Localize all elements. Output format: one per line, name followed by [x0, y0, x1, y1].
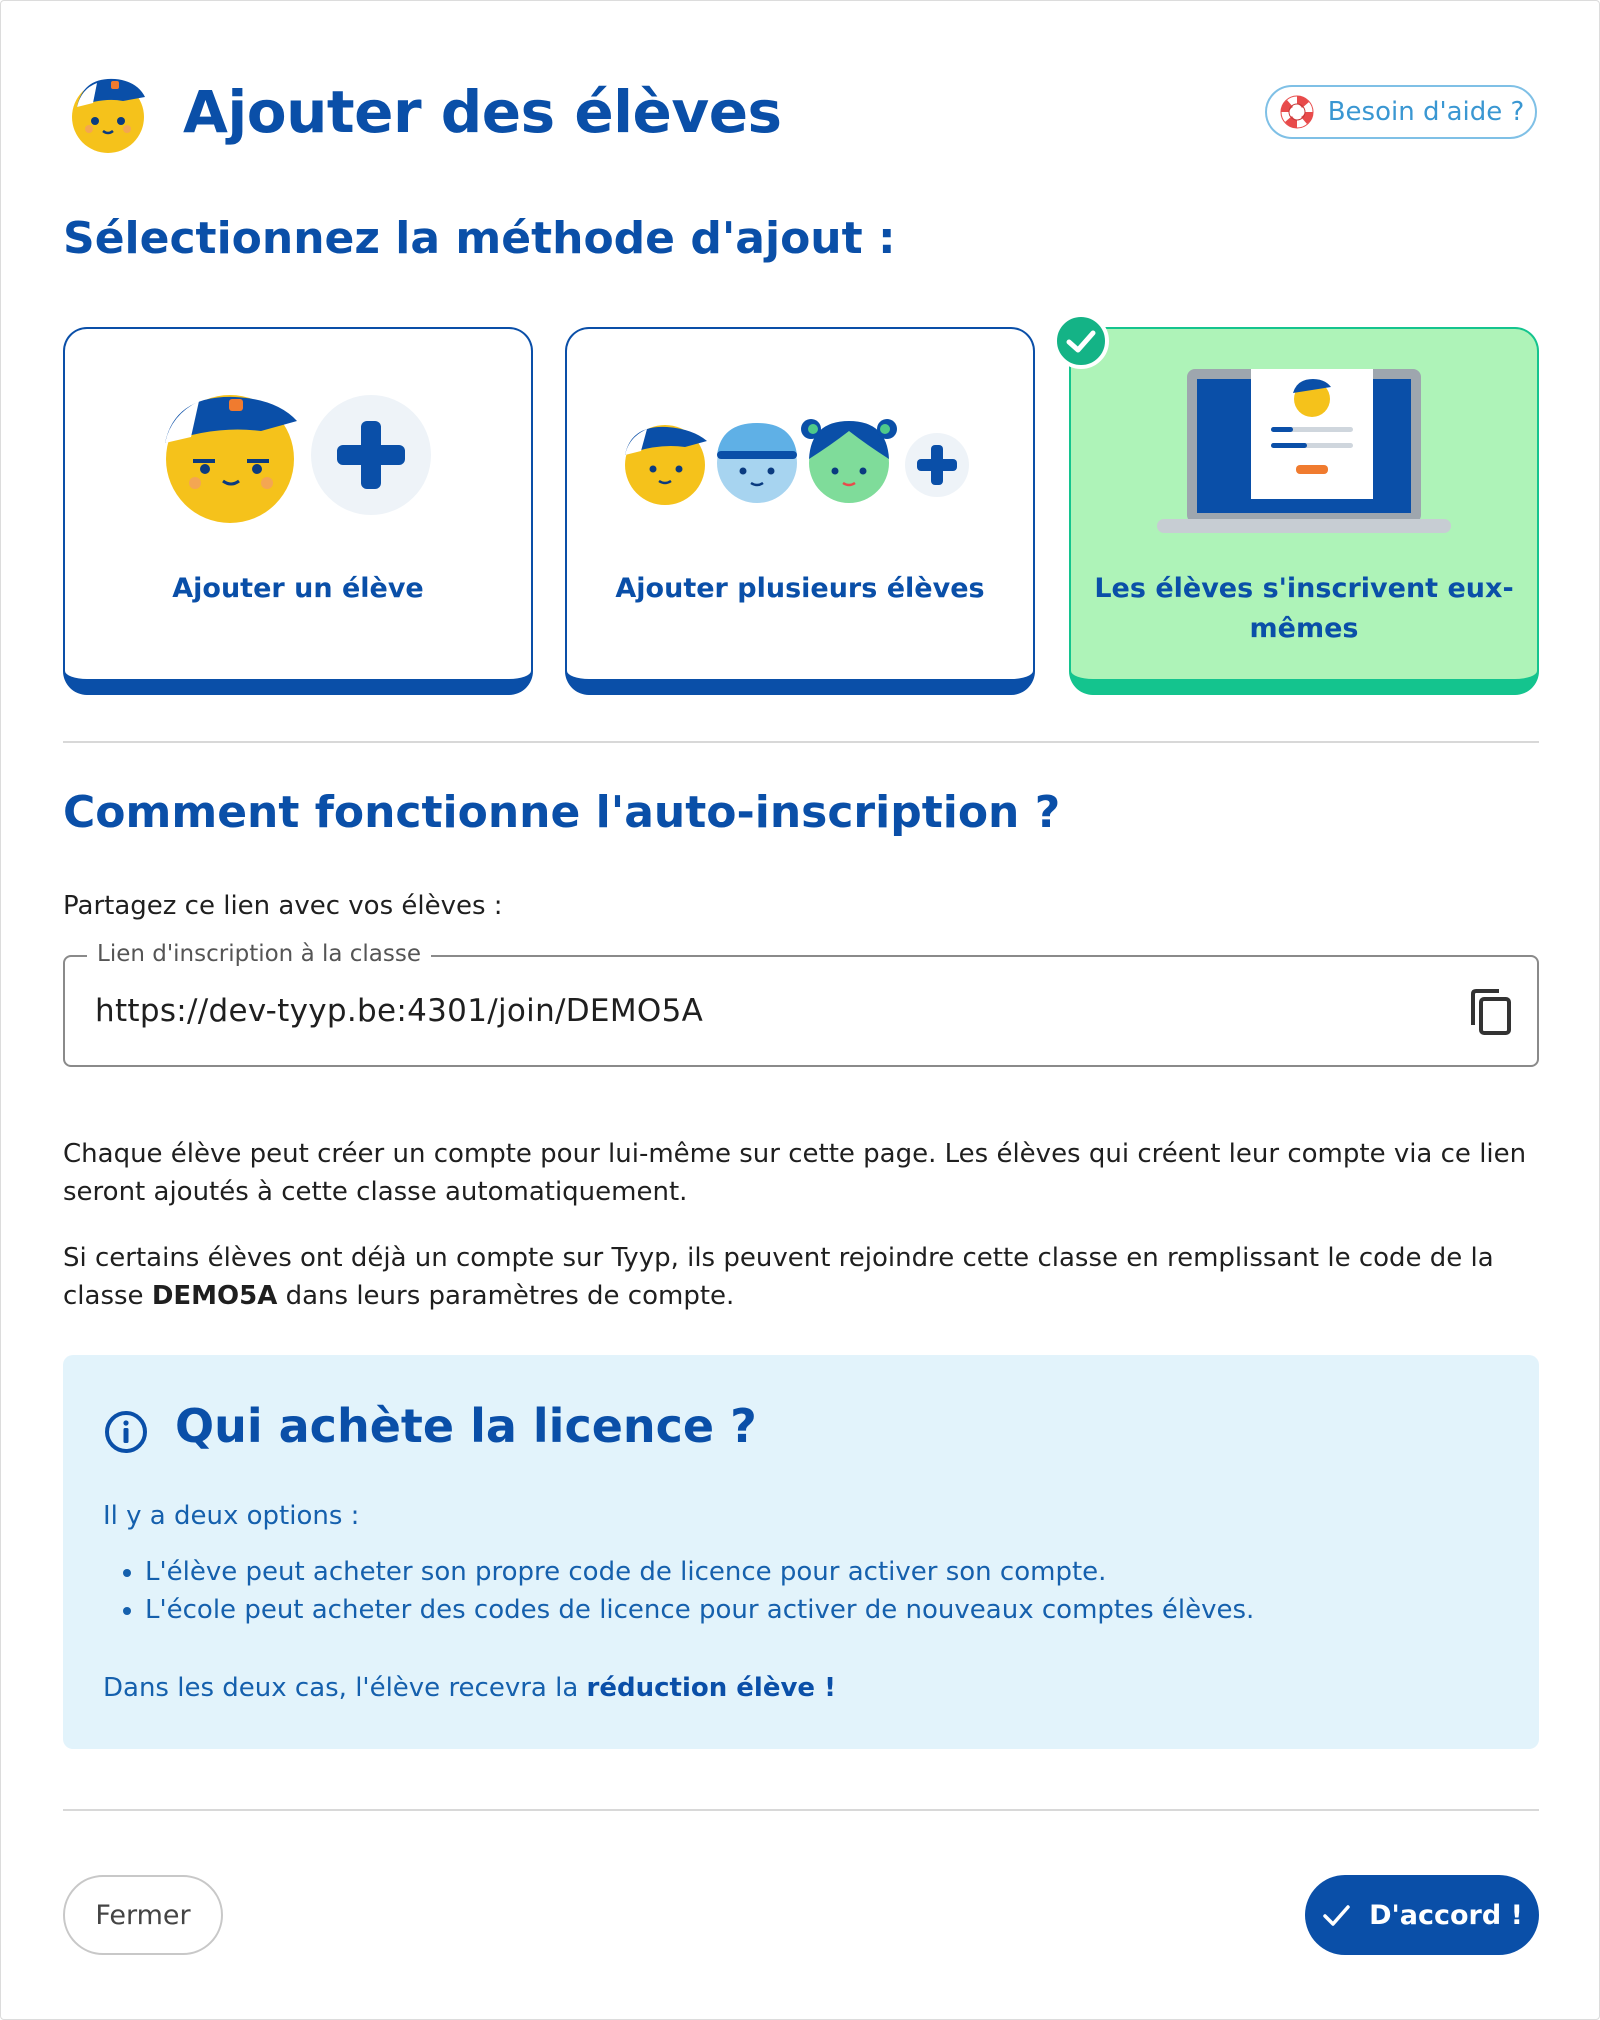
single-student-illustration [65, 369, 531, 539]
licence-summary: Dans les deux cas, l'élève recevra la réduction élève ! [103, 1673, 836, 1703]
mascot-icon [63, 67, 153, 157]
licence-intro: Il y a deux options : [103, 1501, 360, 1531]
signup-link-legend: Lien d'inscription à la classe [87, 941, 431, 967]
list-item: • L'école peut acheter des codes de licence pour activer de nouveaux comptes élèves. [145, 1591, 1254, 1629]
divider [63, 741, 1539, 743]
page-title: Ajouter des élèves [183, 78, 782, 146]
option-label: Ajouter plusieurs élèves [615, 573, 985, 604]
method-heading: Sélectionnez la méthode d'ajout : [63, 213, 896, 264]
option-add-one-student[interactable] [63, 327, 533, 695]
licence-title: Qui achète la licence ? [175, 1399, 757, 1453]
laptop-icon [1071, 369, 1537, 539]
help-button[interactable] [1265, 85, 1537, 139]
class-code: DEMO5A [151, 1281, 278, 1311]
plus-icon [905, 433, 969, 497]
dialog-header [63, 67, 782, 157]
close-button[interactable]: Fermer [63, 1875, 223, 1955]
help-label: Besoin d'aide ? [1327, 97, 1525, 127]
existing-account-explanation: Si certains élèves ont déjà un compte sur Tyyp, ils peuvent rejoindre cette classe en remplissant le code de la classe DEMO5A dans leurs paramètres de compte. [63, 1243, 1494, 1311]
multiple-students-illustration [567, 369, 1033, 539]
self-signup-explanation: Chaque élève peut créer un compte pour lui-même sur cette page. Les élèves qui créent leur compte via ce lien seront ajoutés à cette classe automatiquement. [63, 1139, 1527, 1207]
plus-icon [311, 395, 431, 515]
check-circle-icon [1053, 313, 1109, 369]
checkmark-icon [1321, 1900, 1351, 1930]
option-add-multiple-students[interactable] [565, 327, 1035, 695]
ok-label: D'accord ! [1369, 1899, 1523, 1931]
self-signup-heading: Comment fonctionne l'auto-inscription ? [63, 787, 1061, 838]
copy-icon[interactable] [1467, 987, 1515, 1037]
option-self-signup[interactable] [1069, 327, 1539, 695]
method-options [63, 327, 1539, 695]
licence-options [103, 1553, 1254, 1629]
option-label: Les élèves s'inscrivent eux-mêmes [1094, 573, 1514, 644]
share-link-label: Partagez ce lien avec vos élèves : [63, 891, 503, 921]
signup-link-value[interactable]: https://dev-tyyp.be:4301/join/DEMO5A [95, 993, 704, 1029]
divider [63, 1809, 1539, 1811]
list-item: • L'élève peut acheter son propre code de licence pour activer son compte. [145, 1553, 1254, 1591]
info-icon [103, 1409, 149, 1455]
ok-button[interactable] [1305, 1875, 1539, 1955]
licence-info-box [63, 1355, 1539, 1749]
lifebuoy-icon [1278, 93, 1316, 131]
option-label: Ajouter un élève [172, 573, 424, 604]
student-discount: réduction élève ! [586, 1673, 836, 1703]
signup-link-field[interactable] [63, 941, 1539, 1067]
